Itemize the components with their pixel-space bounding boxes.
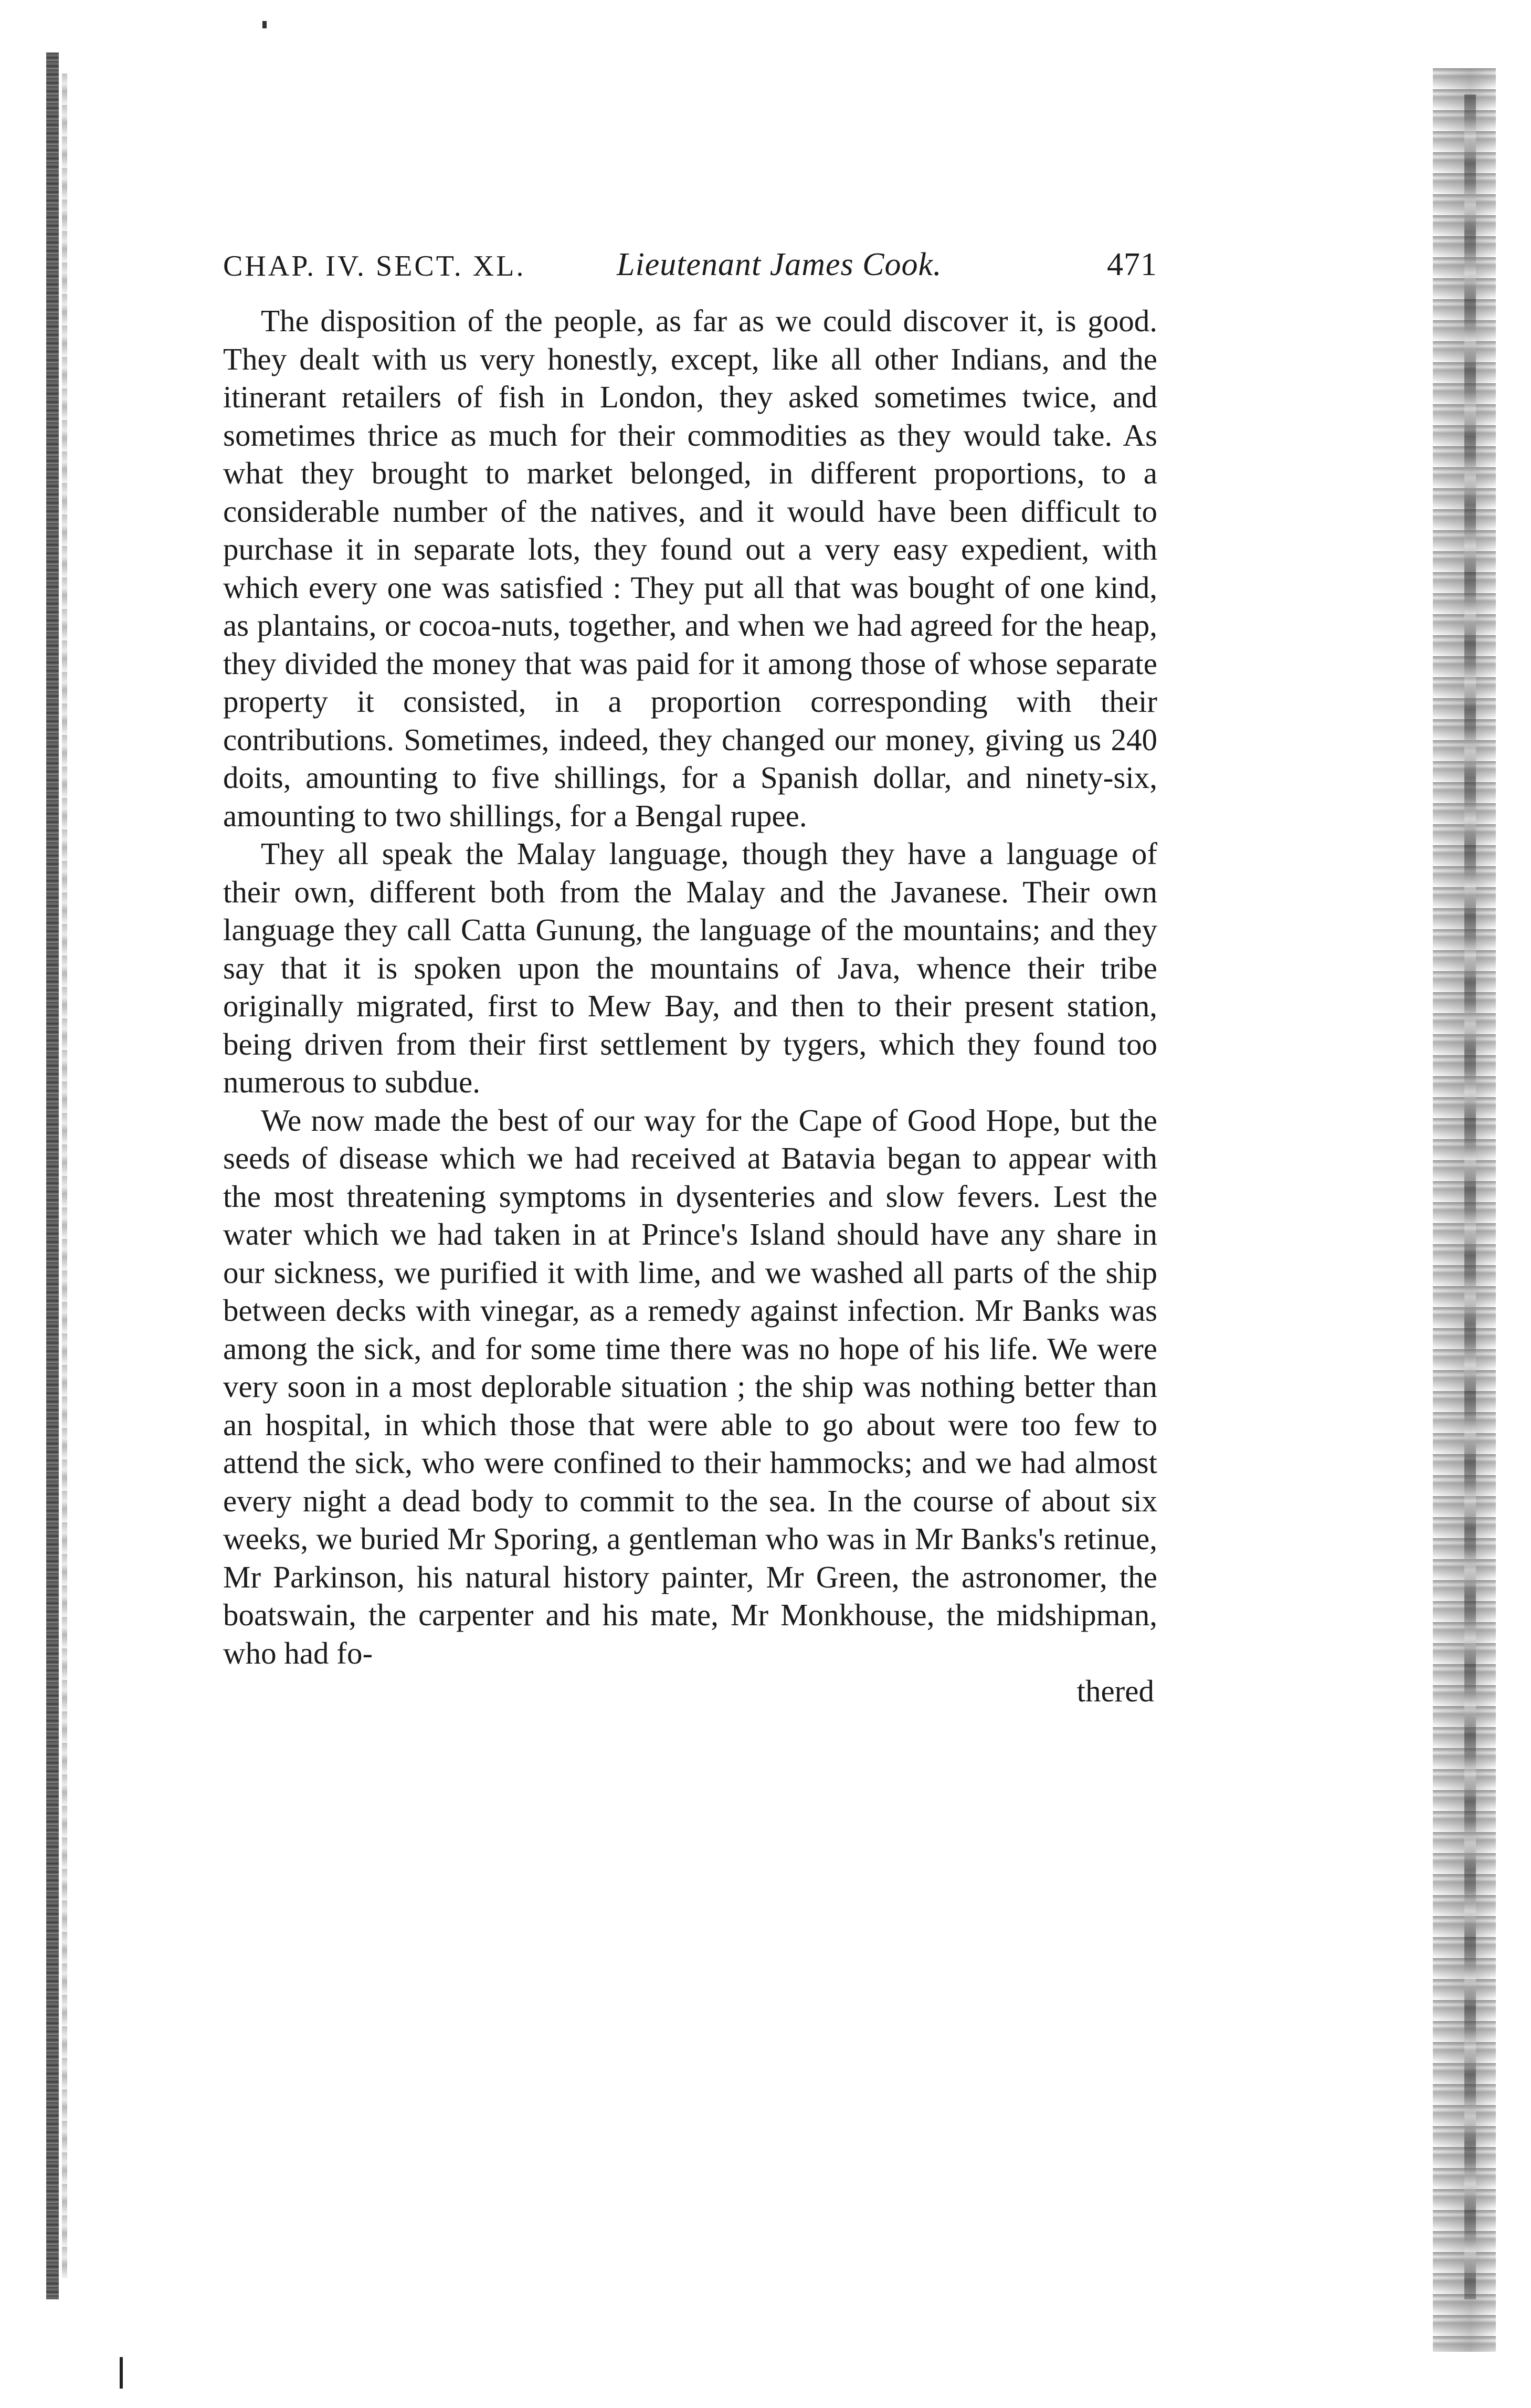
body-text: [223, 302, 1157, 1672]
catchword: thered: [1076, 1674, 1154, 1708]
scan-edge-left: [46, 52, 59, 2299]
scan-edge-left-shadow: [62, 73, 67, 2278]
paragraph-disposition: The disposition of the people, as far as we could discover it, is good. They dealt with us very honestly, except, like all other Indians, and the itinerant retailers of fish in London, they asked sometimes twice, and sometimes thrice as much for their commodities as they would take. As what they brought to market belonged, in different proportions, to a considerable number of the natives, and it would have been difficult to purchase it in separate lots, they found out a very easy expedient, with which every one was satisfied : They put all that was bought of one kind, as plantains, or cocoa-nuts, together, and when we had agreed for the heap, they divided the money that was paid for it among those of whose separate property it consisted, in a proportion corresponding with their contributions. Sometimes, indeed, they changed our money, giving us 240 doits, amounting to five shillings, for a Spanish dollar, and ninety-six, amounting to two shillings, for a Bengal rupee.: [223, 303, 1157, 833]
scan-mark-bottom: [120, 2357, 123, 2389]
running-title: Lieutenant James Cook.: [617, 247, 942, 282]
running-head: [223, 239, 1157, 302]
scan-mark-top: [262, 21, 267, 28]
page-number: 471: [1107, 247, 1157, 282]
chapter-section-label: CHAP. IV. SECT. XL.: [223, 250, 526, 282]
scan-edge-right-bar: [1464, 94, 1476, 2299]
paragraph-voyage-sickness: We now made the best of our way for the Cape of Good Hope, but the seeds of disease which we had received at Batavia began to appear with the most threatening symptoms in dysenteries and slow fevers. Lest the water which we had taken in at Prince's Island should have any share in our sickness, we purified it with lime, and we washed all parts of the ship between decks with vinegar, as a remedy against infection. Mr Banks was among the sick, and for some time there was no hope of his life. We were very soon in a most deplorable situation ; the ship was nothing better than an hospital, in which those that were able to go about were too few to attend the sick, who were confined to their hammocks; and we had almost every night a dead body to commit to the sea. In the course of about six weeks, we buried Mr Sporing, a gentleman who was in Mr Banks's retinue, Mr Parkinson, his natural history painter, Mr Green, the astronomer, the boatswain, the carpenter and his mate, Mr Monkhouse, the midshipman, who had fo-: [223, 1102, 1157, 1670]
book-page: [223, 239, 1157, 1710]
paragraph-language: They all speak the Malay language, though they have a language of their own, different both from the Malay and the Javanese. Their own language they call Catta Gunung, the language of the mountains; and they say that it is spoken upon the mountains of Java, whence their tribe originally migrated, first to Mew Bay, and then to their present station, being driven from their first settlement by tygers, which they found too numerous to subdue.: [223, 836, 1157, 1099]
